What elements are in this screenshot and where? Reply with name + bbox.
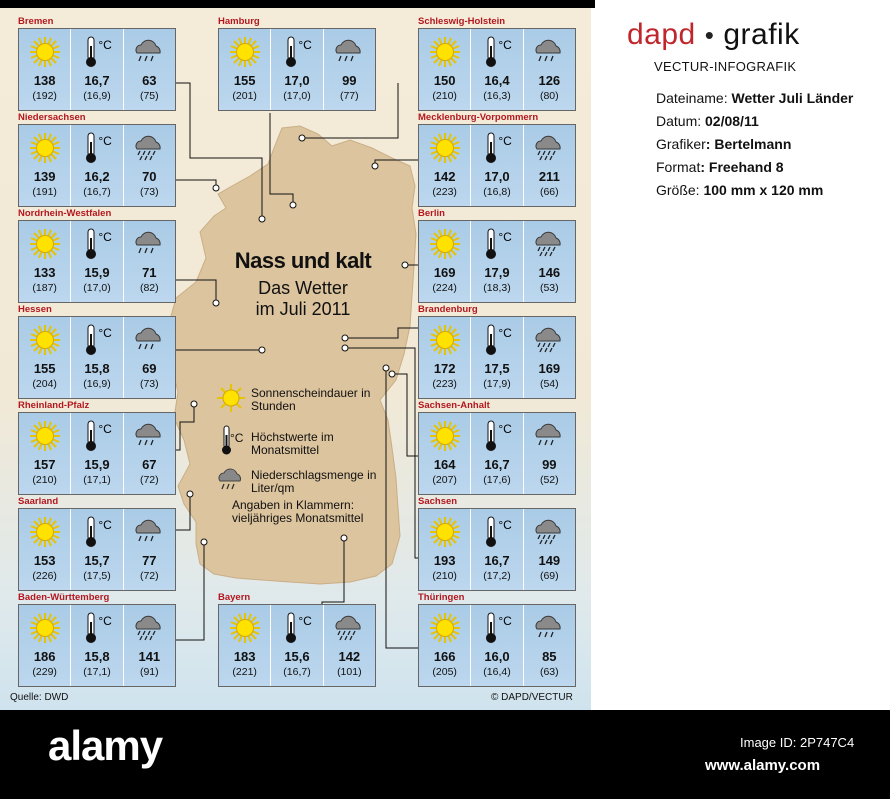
brand-dapd: dapd: [627, 18, 696, 51]
legend-rain-label: Niederschlagsmenge in Liter/qm: [251, 468, 377, 495]
temp-max-average: (16,9): [83, 378, 111, 390]
temp-max: 16,4: [484, 73, 510, 88]
sun-hours: 142: [433, 169, 456, 184]
sun-hours-average: (187): [32, 282, 57, 294]
sun-icon: [19, 610, 70, 646]
thermometer-icon: [71, 130, 122, 166]
rainfall: 126: [538, 73, 561, 88]
temp-cell: [471, 413, 523, 494]
temp-unit: °C: [498, 230, 512, 244]
region-name: Sachsen-Anhalt: [418, 400, 490, 411]
rain-cell: [524, 29, 575, 110]
image-id: Image ID: 2P747C4: [740, 735, 855, 750]
rain-cell: [124, 509, 175, 590]
sun-hours: 157: [33, 457, 56, 472]
region-name: Schleswig-Holstein: [418, 16, 506, 27]
temp-max: 17,5: [484, 361, 510, 376]
temp-unit: °C: [98, 230, 112, 244]
cloud-drizzle-icon: [124, 514, 175, 550]
temp-unit: °C: [98, 38, 112, 52]
meta-format: [656, 159, 784, 175]
region-panel: [418, 400, 576, 495]
meta-value: Wetter Juli Länder: [731, 90, 854, 106]
cloud-drizzle-icon: [124, 34, 175, 70]
source-label: Quelle: DWD: [10, 692, 69, 703]
meta-value: 100 mm x 120 mm: [703, 182, 824, 198]
temp-max-average: (17,0): [83, 282, 111, 294]
rain-cell: [124, 221, 175, 302]
rain-cell: [124, 413, 175, 494]
region-panel: [18, 400, 176, 495]
region-panel: [418, 16, 576, 111]
rainfall-average: (63): [539, 666, 559, 678]
rainfall: 141: [138, 649, 161, 664]
meta-filename: [656, 90, 853, 106]
subtitle-line-2: im Juli 2011: [255, 299, 351, 319]
sun-icon: [219, 34, 270, 70]
rainfall: 211: [538, 169, 560, 184]
cloud-rain-icon: [324, 610, 375, 646]
region-name: Saarland: [18, 496, 59, 507]
temp-max: 15,8: [84, 649, 110, 664]
cloud-rain-icon: [524, 130, 575, 166]
temp-unit: °C: [498, 614, 512, 628]
temp-max: 16,0: [484, 649, 510, 664]
meta-label: Größe:: [656, 182, 704, 198]
meta-date: [656, 113, 759, 129]
sun-cell: [419, 509, 471, 590]
rain-cell: [324, 605, 375, 686]
temp-cell: [71, 221, 123, 302]
sun-icon: [419, 226, 470, 262]
region-name: Bayern: [218, 592, 251, 603]
rainfall: 77: [142, 553, 157, 568]
sun-hours-average: (224): [432, 282, 457, 294]
temp-max-average: (16,3): [483, 90, 511, 102]
temp-unit: °C: [498, 518, 512, 532]
sun-icon: [19, 418, 70, 454]
sun-hours-average: (210): [432, 570, 457, 582]
temp-max-average: (17,0): [283, 90, 311, 102]
sun-icon: [419, 514, 470, 550]
rain-cell: [124, 125, 175, 206]
legend-temp-unit: °C: [230, 431, 244, 445]
rainfall-average: (82): [139, 282, 159, 294]
region-panel: [18, 112, 176, 207]
meta-label: Format: [656, 159, 701, 175]
temp-unit: °C: [498, 326, 512, 340]
cloud-rain-icon: [524, 514, 575, 550]
rainfall: 85: [542, 649, 557, 664]
temp-cell: [71, 317, 123, 398]
region-panel: [418, 496, 576, 591]
temp-unit: °C: [498, 134, 512, 148]
rainfall-average: (69): [539, 570, 559, 582]
sun-cell: [419, 125, 471, 206]
temp-max: 16,7: [484, 553, 510, 568]
copyright-label: © DAPD/VECTUR: [491, 692, 573, 703]
sun-cell: [419, 605, 471, 686]
legend-temp-label: Höchstwerte im Monatsmittel: [251, 430, 334, 457]
region-panel: [418, 592, 576, 687]
legend-sun-label: Sonnenscheindauer in Stunden: [251, 386, 371, 413]
region-panel: [18, 304, 176, 399]
sun-hours-average: (223): [432, 186, 457, 198]
sun-hours-average: (226): [32, 570, 57, 582]
sun-hours: 155: [33, 361, 56, 376]
temp-cell: [471, 605, 523, 686]
rainfall: 70: [142, 169, 157, 184]
sun-hours: 138: [33, 73, 56, 88]
temp-max-average: (16,8): [483, 186, 511, 198]
thermometer-icon: [71, 34, 122, 70]
region-data-box: [18, 28, 176, 111]
region-name: Baden-Württemberg: [18, 592, 110, 603]
brand-subtitle: VECTUR-INFOGRAFIK: [654, 59, 797, 74]
temp-max: 16,7: [484, 457, 510, 472]
rain-cell: [524, 509, 575, 590]
meta-label: Datum:: [656, 113, 706, 129]
thermometer-icon: [71, 418, 122, 454]
sun-hours-average: (201): [232, 90, 257, 102]
region-name: Niedersachsen: [18, 112, 86, 123]
metadata-panel: [600, 0, 890, 710]
region-data-box: [418, 124, 576, 207]
region-data-box: [418, 28, 576, 111]
region-data-box: [418, 412, 576, 495]
thermometer-icon: [471, 130, 522, 166]
sun-hours: 164: [433, 457, 456, 472]
region-data-box: [418, 604, 576, 687]
temp-max: 17,9: [484, 265, 510, 280]
region-data-box: [18, 220, 176, 303]
sun-hours: 133: [33, 265, 56, 280]
sun-cell: [19, 605, 71, 686]
temp-cell: [71, 509, 123, 590]
temp-max-average: (17,2): [483, 570, 511, 582]
sun-hours-average: (210): [32, 474, 57, 486]
sun-icon: [419, 610, 470, 646]
meta-value: : Freehand 8: [700, 159, 784, 175]
temp-max: 15,9: [84, 265, 110, 280]
thermometer-icon: [71, 610, 122, 646]
rainfall-average: (77): [339, 90, 359, 102]
temp-unit: °C: [298, 38, 312, 52]
sun-icon: [19, 226, 70, 262]
rainfall-average: (73): [139, 378, 159, 390]
sun-hours: 183: [233, 649, 256, 664]
meta-label: Dateiname:: [656, 90, 732, 106]
rainfall: 99: [542, 457, 557, 472]
sun-hours-average: (229): [32, 666, 57, 678]
rain-cell: [324, 29, 375, 110]
temp-max-average: (18,3): [483, 282, 511, 294]
region-data-box: [218, 604, 376, 687]
rain-cell: [124, 317, 175, 398]
thermometer-icon: [471, 34, 522, 70]
temp-cell: [71, 29, 123, 110]
region-data-box: [218, 28, 376, 111]
region-panel: [18, 16, 176, 111]
temp-max: 15,7: [84, 553, 110, 568]
sun-icon: [419, 34, 470, 70]
sun-cell: [419, 221, 471, 302]
temp-max-average: (16,4): [483, 666, 511, 678]
sun-cell: [19, 221, 71, 302]
sun-icon: [19, 34, 70, 70]
sun-hours-average: (191): [32, 186, 57, 198]
sun-hours-average: (221): [232, 666, 257, 678]
temp-cell: [71, 605, 123, 686]
temp-max: 15,9: [84, 457, 110, 472]
temp-unit: °C: [498, 422, 512, 436]
sun-icon: [419, 130, 470, 166]
sun-hours-average: (192): [32, 90, 57, 102]
temp-max-average: (17,6): [483, 474, 511, 486]
sun-hours: 153: [33, 553, 56, 568]
temp-unit: °C: [98, 518, 112, 532]
cloud-drizzle-icon: [124, 322, 175, 358]
rainfall-average: (72): [139, 570, 159, 582]
rainfall: 149: [538, 553, 561, 568]
sun-hours: 169: [433, 265, 456, 280]
temp-max-average: (17,9): [483, 378, 511, 390]
cloud-drizzle-icon: [124, 226, 175, 262]
region-name: Brandenburg: [418, 304, 478, 315]
region-data-box: [418, 220, 576, 303]
rainfall: 169: [538, 361, 561, 376]
rain-cell: [524, 125, 575, 206]
region-panel: [418, 112, 576, 207]
temp-cell: [271, 605, 323, 686]
sun-cell: [19, 509, 71, 590]
meta-size: [656, 182, 823, 198]
sun-icon: [419, 322, 470, 358]
region-data-box: [18, 412, 176, 495]
region-name: Rheinland-Pfalz: [18, 400, 90, 411]
cloud-drizzle-icon: [324, 34, 375, 70]
rainfall-average: (66): [539, 186, 559, 198]
region-panel: [218, 592, 376, 687]
temp-cell: [471, 125, 523, 206]
thermometer-icon: [271, 610, 322, 646]
meta-label: Grafiker: [656, 136, 706, 152]
thermometer-icon: [471, 418, 522, 454]
thermometer-icon: [471, 322, 522, 358]
temp-max-average: (16,9): [83, 90, 111, 102]
region-name: Nordrhein-Westfalen: [18, 208, 112, 219]
region-panel: [218, 16, 376, 111]
rainfall: 67: [142, 457, 157, 472]
region-data-box: [18, 124, 176, 207]
rainfall-average: (52): [539, 474, 559, 486]
region-data-box: [18, 508, 176, 591]
cloud-rain-icon: [524, 226, 575, 262]
region-panel: [418, 304, 576, 399]
alamy-logo: alamy: [48, 722, 163, 769]
sun-hours: 155: [233, 73, 256, 88]
meta-value: : Bertelmann: [705, 136, 792, 152]
cloud-drizzle-icon: [524, 610, 575, 646]
sun-hours: 172: [433, 361, 456, 376]
sun-icon: [19, 514, 70, 550]
rainfall: 142: [338, 649, 361, 664]
sun-hours-average: (210): [432, 90, 457, 102]
rain-cell: [524, 317, 575, 398]
legend-note: Angaben in Klammern: vieljähriges Monatsmittel: [232, 498, 364, 525]
temp-max-average: (17,5): [83, 570, 111, 582]
sun-hours: 150: [433, 73, 456, 88]
cloud-rain-icon: [124, 130, 175, 166]
sun-cell: [219, 29, 271, 110]
region-panel: [418, 208, 576, 303]
brand-logo: [627, 18, 800, 52]
temp-max: 15,6: [284, 649, 310, 664]
temp-unit: °C: [98, 614, 112, 628]
sun-cell: [419, 29, 471, 110]
temp-max: 17,0: [284, 73, 310, 88]
temp-unit: °C: [98, 326, 112, 340]
top-black-bar: [0, 0, 595, 8]
region-data-box: [18, 316, 176, 399]
temp-max-average: (16,7): [83, 186, 111, 198]
legend-sun-icon: [216, 383, 246, 413]
sun-hours: 139: [33, 169, 56, 184]
cloud-rain-icon: [124, 610, 175, 646]
sun-cell: [419, 413, 471, 494]
rainfall-average: (80): [539, 90, 559, 102]
thermometer-icon: [471, 226, 522, 262]
cloud-rain-icon: [524, 322, 575, 358]
sun-hours: 193: [433, 553, 456, 568]
rain-cell: [124, 29, 175, 110]
rain-cell: [524, 413, 575, 494]
infographic-subtitle: [220, 278, 386, 320]
meta-artist: [656, 136, 791, 152]
region-name: Hessen: [18, 304, 52, 315]
rainfall-average: (53): [539, 282, 559, 294]
cloud-drizzle-icon: [124, 418, 175, 454]
thermometer-icon: [471, 610, 522, 646]
legend-rain-icon: [214, 467, 246, 493]
temp-cell: [271, 29, 323, 110]
thermometer-icon: [71, 322, 122, 358]
rainfall: 69: [142, 361, 157, 376]
temp-cell: [471, 221, 523, 302]
sun-cell: [19, 125, 71, 206]
rain-cell: [524, 605, 575, 686]
region-panel: [18, 592, 176, 687]
sun-icon: [419, 418, 470, 454]
temp-cell: [471, 509, 523, 590]
temp-max-average: (17,1): [83, 474, 111, 486]
temp-unit: °C: [298, 614, 312, 628]
rainfall-average: (73): [139, 186, 159, 198]
rainfall: 63: [142, 73, 157, 88]
sun-hours-average: (223): [432, 378, 457, 390]
sun-icon: [19, 322, 70, 358]
region-name: Berlin: [418, 208, 445, 219]
temp-unit: °C: [98, 134, 112, 148]
region-name: Sachsen: [418, 496, 458, 507]
cloud-drizzle-icon: [524, 418, 575, 454]
rain-cell: [524, 221, 575, 302]
cloud-drizzle-icon: [524, 34, 575, 70]
sun-cell: [419, 317, 471, 398]
temp-cell: [71, 125, 123, 206]
alamy-url: www.alamy.com: [705, 757, 821, 774]
region-name: Bremen: [18, 16, 54, 27]
region-name: Thüringen: [418, 592, 465, 603]
rain-cell: [124, 605, 175, 686]
thermometer-icon: [71, 226, 122, 262]
region-name: Mecklenburg-Vorpommern: [418, 112, 539, 123]
thermometer-icon: [471, 514, 522, 550]
region-name: Hamburg: [218, 16, 260, 27]
sun-hours-average: (207): [432, 474, 457, 486]
temp-max: 16,2: [84, 169, 110, 184]
brand-grafik: grafik: [723, 18, 800, 51]
rainfall-average: (75): [139, 90, 159, 102]
temp-max-average: (17,1): [83, 666, 111, 678]
rainfall: 99: [342, 73, 357, 88]
weather-infographic: [0, 8, 591, 710]
sun-hours: 166: [433, 649, 456, 664]
rainfall-average: (54): [539, 378, 559, 390]
temp-cell: [71, 413, 123, 494]
temp-unit: °C: [98, 422, 112, 436]
temp-max: 15,8: [84, 361, 110, 376]
brand-dot: •: [704, 20, 715, 50]
meta-value: 02/08/11: [705, 113, 759, 129]
sun-icon: [19, 130, 70, 166]
thermometer-icon: [271, 34, 322, 70]
sun-cell: [19, 413, 71, 494]
sun-hours-average: (205): [432, 666, 457, 678]
region-data-box: [18, 604, 176, 687]
rainfall: 146: [538, 265, 561, 280]
sun-cell: [19, 317, 71, 398]
thermometer-icon: [71, 514, 122, 550]
sun-hours: 186: [33, 649, 56, 664]
sun-cell: [219, 605, 271, 686]
subtitle-line-1: Das Wetter: [258, 278, 348, 298]
region-data-box: [418, 508, 576, 591]
sun-hours-average: (204): [32, 378, 57, 390]
temp-max-average: (16,7): [283, 666, 311, 678]
rainfall: 71: [142, 265, 157, 280]
region-data-box: [418, 316, 576, 399]
infographic-title: Nass und kalt: [234, 248, 372, 273]
region-panel: [18, 496, 176, 591]
rainfall-average: (72): [139, 474, 159, 486]
sun-icon: [219, 610, 270, 646]
temp-cell: [471, 29, 523, 110]
temp-cell: [471, 317, 523, 398]
rainfall-average: (101): [337, 666, 362, 678]
rainfall-average: (91): [139, 666, 159, 678]
sun-cell: [19, 29, 71, 110]
temp-max: 16,7: [84, 73, 110, 88]
temp-unit: °C: [498, 38, 512, 52]
temp-max: 17,0: [484, 169, 510, 184]
region-panel: [18, 208, 176, 303]
